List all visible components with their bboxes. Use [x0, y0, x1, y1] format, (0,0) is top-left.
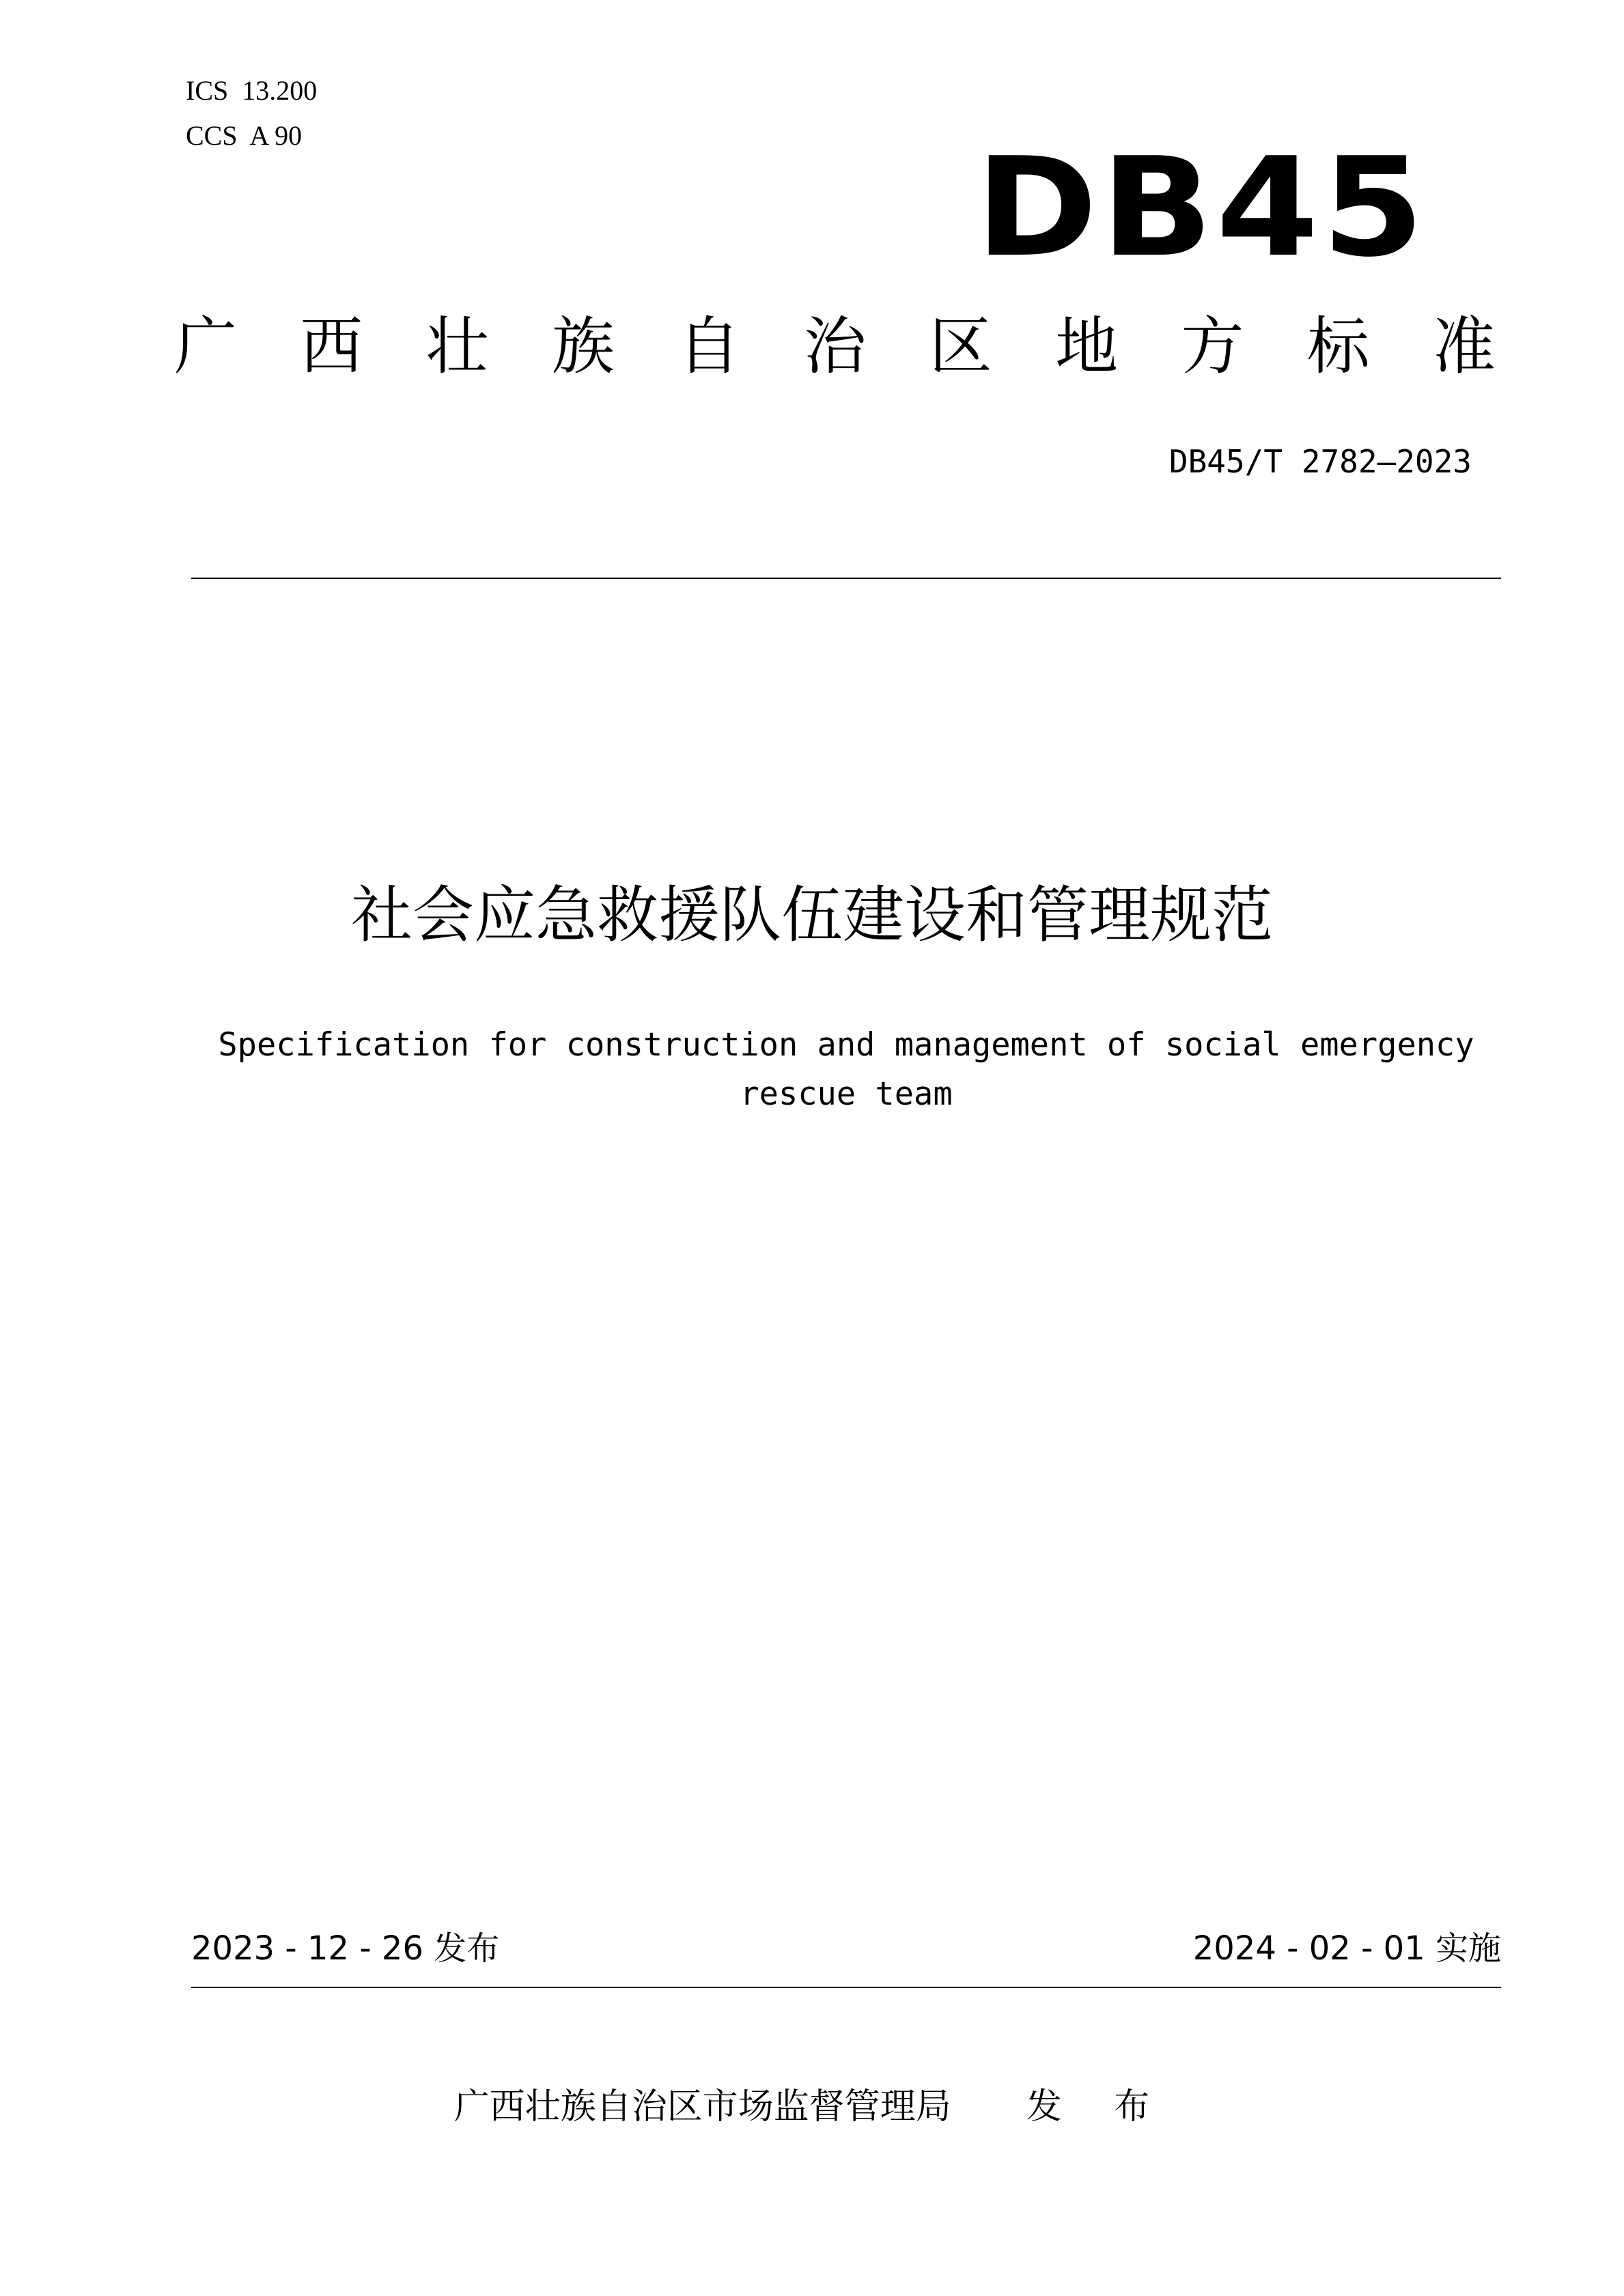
publish-label: 发 布 — [1026, 2086, 1171, 2127]
bottom-divider — [191, 1987, 1501, 1988]
ics-code: ICS 13.200 — [186, 75, 318, 106]
document-title-english: Specification for construction and management of social emergency rescue team — [218, 1026, 1474, 1113]
top-divider — [191, 578, 1501, 579]
ccs-code: CCS A 90 — [186, 120, 303, 151]
category-title-char: 方 — [1181, 310, 1244, 383]
publisher-line — [0, 2086, 1624, 2127]
issue-date: 2023 - 12 - 26 发布 — [191, 1929, 500, 1968]
category-title-char: 准 — [1432, 310, 1496, 383]
db45-logo: DB45 — [975, 128, 1427, 287]
document-title-chinese: 社会应急救援队伍建设和管理规范 — [351, 879, 1273, 951]
category-title-char: 西 — [300, 310, 363, 383]
category-title-char: 治 — [803, 310, 867, 383]
category-title-char: 标 — [1306, 310, 1370, 383]
category-title-char: 族 — [551, 310, 615, 383]
category-title-char: 区 — [929, 310, 992, 383]
standard-number: DB45/T 2782—2023 — [1168, 443, 1472, 480]
category-title-char: 地 — [1055, 310, 1119, 383]
publisher-name: 广西壮族自治区市场监督管理局 — [453, 2086, 951, 2127]
category-title-char: 广 — [174, 310, 238, 383]
category-title-char: 壮 — [425, 310, 489, 383]
effective-date: 2024 - 02 - 01 实施 — [1192, 1929, 1501, 1968]
category-title-char: 自 — [677, 310, 741, 383]
standard-category-title — [174, 310, 1496, 383]
